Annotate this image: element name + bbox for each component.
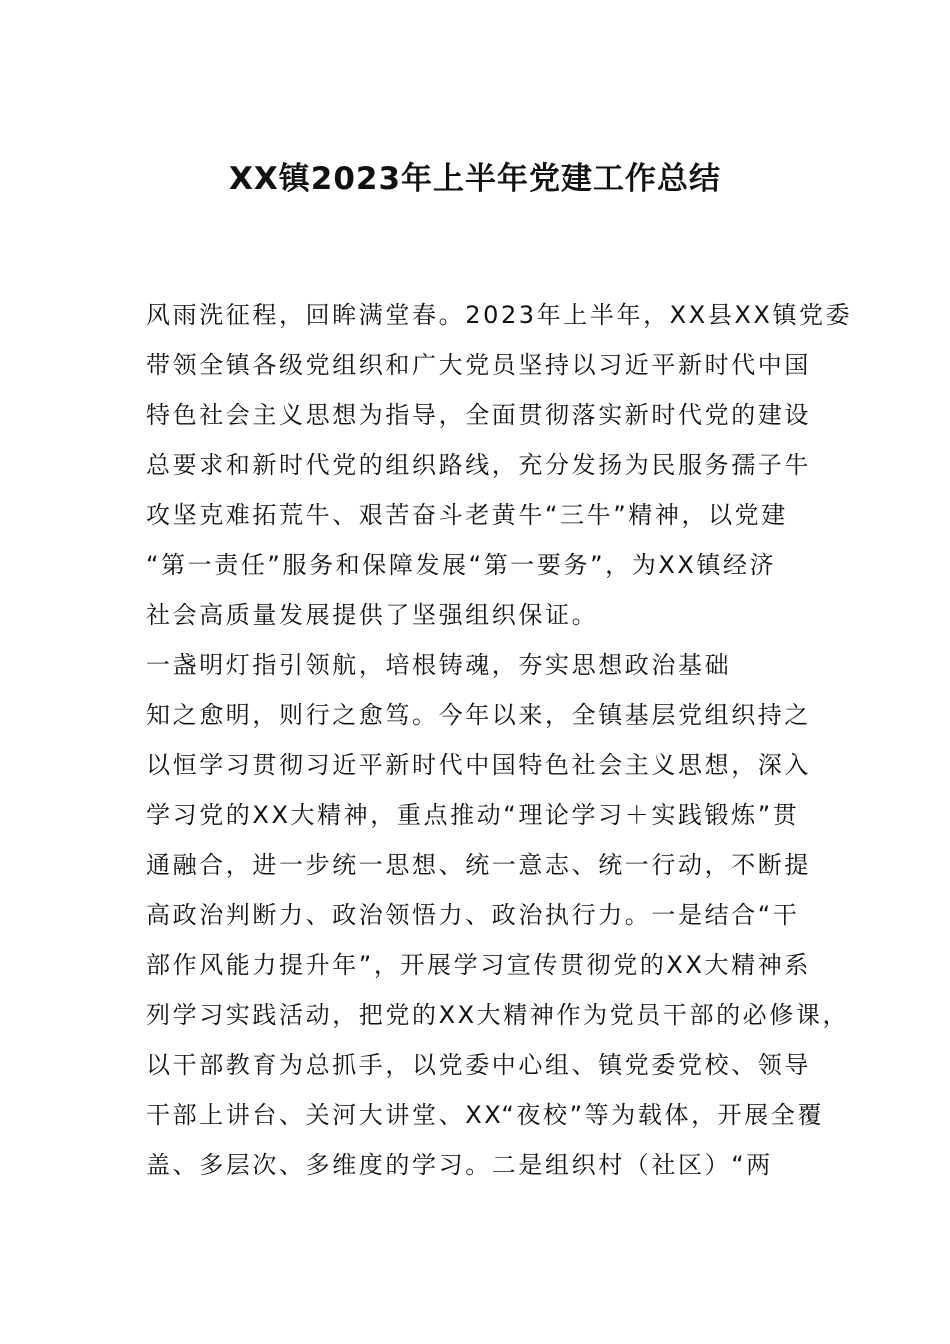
body-line: 干部上讲台、关河大讲堂、XX“夜校”等为载体，开展全覆 — [146, 1101, 825, 1129]
body-line: 以恒学习贯彻习近平新时代中国特色社会主义思想，深入 — [146, 751, 811, 779]
body-line: 部作风能力提升年”，开展学习宣传贯彻党的XX大精神系 — [146, 951, 811, 979]
body-line: 风雨洗征程，回眸满堂春。2023年上半年，XX县XX镇党委 — [146, 301, 853, 329]
body-line: 社会高质量发展提供了坚强组织保证。 — [146, 601, 599, 629]
body-line: 高政治判断力、政治领悟力、政治执行力。一是结合“干 — [146, 901, 800, 929]
body-line: 列学习实践活动，把党的XX大精神作为党员干部的必修课， — [146, 1001, 850, 1029]
body-line: 通融合，进一步统一思想、统一意志、统一行动，不断提 — [146, 851, 811, 879]
body-line: 盖、多层次、多维度的学习。二是组织村（社区）“两 — [146, 1151, 773, 1179]
section-heading: 一盏明灯指引领航，培根铸魂，夯实思想政治基础 — [146, 651, 732, 679]
body-line: 攻坚克难拓荒牛、艰苦奋斗老黄牛“三牛”精神，以党建 — [146, 501, 788, 529]
body-line: 带领全镇各级党组织和广大党员坚持以习近平新时代中国 — [146, 351, 811, 379]
body-line: “第一责任”服务和保障发展“第一要务”，为XX镇经济 — [146, 551, 777, 579]
body-line: 知之愈明，则行之愈笃。今年以来，全镇基层党组织持之 — [146, 701, 811, 729]
body-line: 总要求和新时代党的组织路线，充分发扬为民服务孺子牛 — [146, 451, 811, 479]
document-title: XX镇2023年上半年党建工作总结 — [228, 161, 722, 197]
body-line: 学习党的XX大精神，重点推动“理论学习＋实践锻炼”贯 — [146, 801, 800, 829]
document-body — [146, 290, 853, 1190]
body-line: 特色社会主义思想为指导，全面贯彻落实新时代党的建设 — [146, 401, 811, 429]
body-line: 以干部教育为总抓手，以党委中心组、镇党委党校、领导 — [146, 1051, 811, 1079]
